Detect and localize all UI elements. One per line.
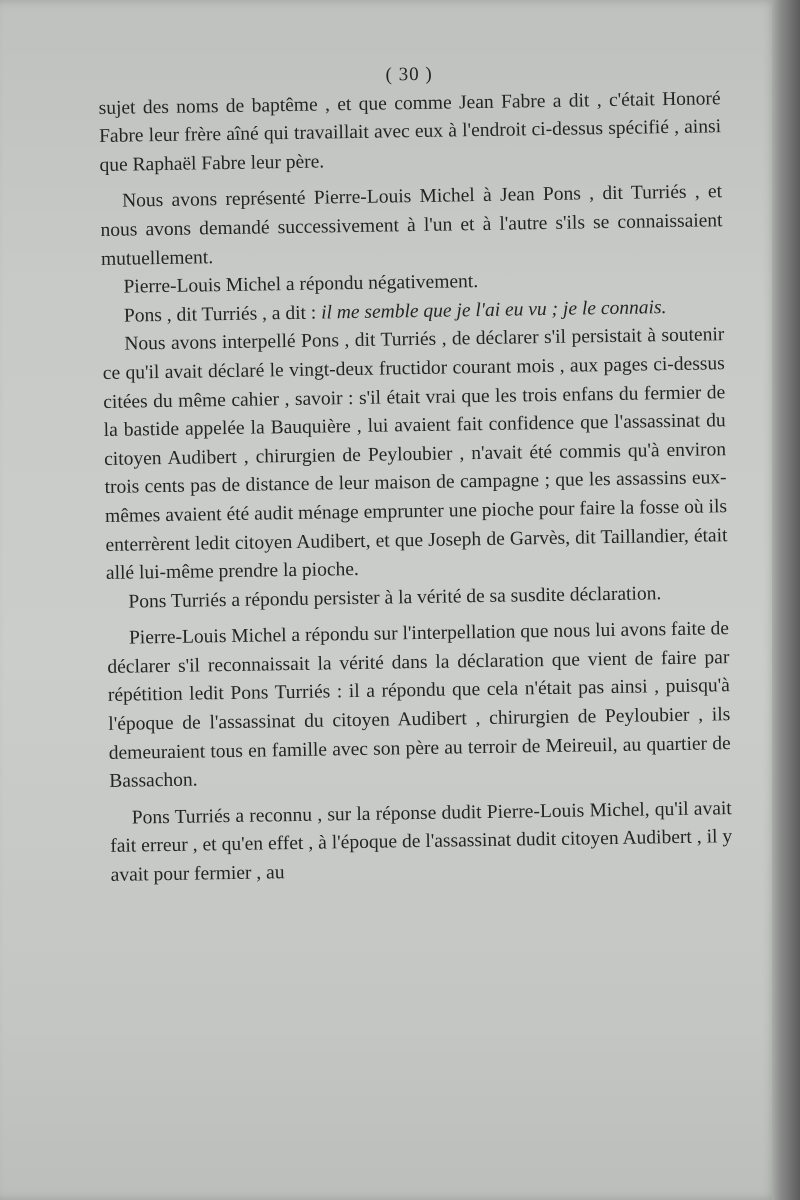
paragraph-6: Pierre-Louis Michel a répondu sur l'interpellation que nous lui avons faite de déclarer s'il reconnaissait la vérité dans la déclaration que vient de faire par répétition ledit Pons Turriés : il a répondu que cela n'était pas ainsi , puisqu'à l'époque de l'assassinat du citoyen Audibert , chirurgien de Peyloubier , ils demeuraient tous en famille avec son père au terroir de Meireuil, au quartier de Bassachon.: [107, 618, 731, 793]
paragraph-5: Pons Turriés a répondu persister à la vérité de sa susdite déclaration.: [128, 582, 662, 613]
page-edge: [772, 0, 800, 1200]
page-text: [98, 56, 733, 890]
paragraph-4: Nous avons interpellé Pons , dit Turriés , de déclarer s'il persistait à soutenir ce qu'il avait déclaré le vingt-deux fructidor courant mois , aux pages ci-dessus citées du même cahier , savoir : s'il était vrai que les trois enfans du fermier de la bastide appelée la Bauquière , lui avaient fait confidence que l'assassinat du citoyen Audibert , chirurgien de Peyloubier , n'avait été commis qu'à environ trois cents pas de distance de leur maison de campagne ; que les assassins eux-mêmes avaient été audit ménage emprunter une pioche pour faire la fosse où ils enterrèrent ledit citoyen Audibert, et que Joseph de Garvès, dit Taillandier, était allé lui-même prendre la pioche.: [102, 324, 728, 585]
paragraph-1: sujet des noms de baptême , et que comme Jean Fabre a dit , c'était Honoré Fabre leur frère aîné qui travaillait avec eux à l'endroit ci-dessus spécifié , ainsi que Raphaël Fabre leur père.: [98, 87, 722, 176]
pons-reply-quote: il me semble que je l'ai eu vu ; je le connais.: [320, 296, 667, 324]
paragraph-7: Pons Turriés a reconnu , sur la réponse dudit Pierre-Louis Michel, qu'il avait fait erreur , et qu'en effet , à l'époque de l'assassinat dudit citoyen Audibert , il y avait pour fermier , au: [110, 797, 733, 886]
paragraph-2: Nous avons représenté Pierre-Louis Michel à Jean Pons , dit Turriés , et nous avons demandé successivement à l'un et à l'autre s'ils se connaissaient mutuellement.: [100, 181, 723, 270]
paragraph-3: Pierre-Louis Michel a répondu négativement.: [123, 271, 479, 298]
pons-reply-intro: Pons , dit Turriés , a dit :: [123, 302, 322, 327]
page-number: ( 30 ): [385, 63, 433, 86]
